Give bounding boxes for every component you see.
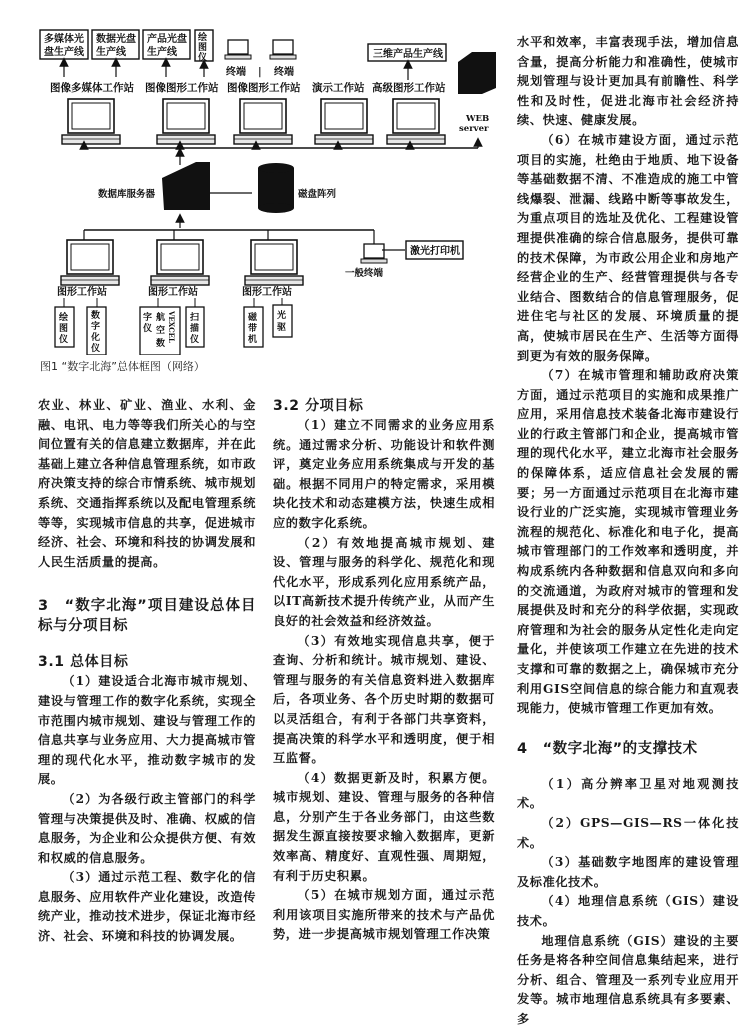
station-label: 图形工作站 bbox=[242, 287, 292, 298]
workstation-icon bbox=[234, 99, 292, 144]
subsection-heading-3-2: 3.2 分项目标 bbox=[273, 398, 364, 414]
station-label: 演示工作站 bbox=[312, 82, 365, 94]
paragraph: （4）数据更新及时，积累方便。城市规划、建设、管理与服务的各种信息，分别产生于各业务部门，由这些数据发生源直接按要求输入数据库，更新效率高、精度好、直观性强、周期短，有利于历史积累。 bbox=[273, 770, 495, 883]
column-3 bbox=[517, 33, 739, 1030]
svg-text:绘: 绘 bbox=[198, 33, 208, 43]
svg-text:仪: 仪 bbox=[59, 335, 69, 345]
section-heading-3: 3 “数字北海”项目建设总体目标与分项目标 bbox=[38, 598, 256, 635]
paragraph: （1）建立不同需求的业务应用系统。通过需求分析、功能设计和软件测评，奠定业务应用系统集成与开发的基础。根据不同用户的特定需求，采用模块化技术和动态建模方法，快速生成相应的数字化系统。 bbox=[273, 418, 495, 530]
svg-text:仪: 仪 bbox=[91, 344, 101, 354]
list-item: （1）高分辨率卫星对地观测技术。 bbox=[517, 776, 739, 811]
network-diagram bbox=[0, 0, 520, 355]
data-cd-line-box bbox=[92, 30, 139, 59]
svg-text:空: 空 bbox=[156, 326, 166, 336]
workstation-icon bbox=[62, 99, 120, 144]
web-server-icon bbox=[458, 52, 496, 94]
station-label: 图形工作站 bbox=[57, 287, 107, 298]
svg-text:描: 描 bbox=[190, 324, 200, 334]
database-server-icon bbox=[162, 162, 210, 210]
svg-text:化: 化 bbox=[91, 333, 101, 343]
paragraph: 水平和效率，丰富表现手法，增加信息含量，提高分析能力和准确性，使城市规划管理与设计更加具有前瞻性、科学性和及时性，促进北海市社会经济持续、快速、健康发展。 bbox=[517, 35, 739, 128]
terminal-label: 终端 bbox=[274, 67, 294, 78]
workstation-icon bbox=[315, 99, 373, 144]
svg-text:仪: 仪 bbox=[198, 53, 208, 63]
svg-text:生产线: 生产线 bbox=[96, 47, 126, 58]
section-heading-4: 4 “数字北海”的支撑技术 bbox=[517, 740, 698, 757]
svg-text:驱: 驱 bbox=[277, 323, 287, 333]
scanner-box bbox=[186, 307, 204, 347]
svg-text:绘: 绘 bbox=[59, 313, 69, 323]
svg-text:仪: 仪 bbox=[143, 324, 153, 334]
list-item: （3）基础数字地图库的建设管理及标准化技术。 bbox=[517, 855, 739, 889]
svg-text:产品光盘: 产品光盘 bbox=[147, 34, 187, 45]
svg-text:磁: 磁 bbox=[248, 313, 258, 323]
svg-text:图: 图 bbox=[59, 324, 69, 334]
terminal-icon bbox=[225, 40, 251, 59]
svg-text:VEXCEL: VEXCEL bbox=[167, 311, 176, 343]
station-label: 图像图形工作站 bbox=[227, 82, 301, 94]
digitizer-box bbox=[87, 307, 106, 355]
plotter-box-top bbox=[195, 30, 213, 63]
svg-text:数据库服务器: 数据库服务器 bbox=[98, 189, 156, 200]
plotter-box bbox=[55, 307, 74, 347]
workstation-icon bbox=[157, 99, 215, 144]
svg-text:磁盘阵列: 磁盘阵列 bbox=[298, 189, 337, 200]
paragraph: （5）在城市规划方面，通过示范利用该项目实施所带来的技术与产品优势，进一步提高城市规划管理工作决策 bbox=[273, 888, 495, 942]
subsection-heading-3-1: 3.1 总体目标 bbox=[38, 654, 129, 671]
station-label: 图形工作站 bbox=[148, 287, 198, 298]
workstation-icon bbox=[245, 240, 303, 285]
svg-text:字: 字 bbox=[91, 322, 101, 332]
workstation-icon bbox=[61, 240, 119, 285]
svg-text:数: 数 bbox=[156, 339, 166, 349]
column-2 bbox=[273, 396, 495, 945]
station-label: 图像图形工作站 bbox=[145, 82, 219, 94]
paragraph: （3）通过示范工程、数字化的信息服务、应用软件产业化建设，改造传统产业，推动技术进步，保证北海市经济、社会、环境和科技的协调发展。 bbox=[38, 870, 256, 944]
paragraph: （2）为各级行政主管部门的科学管理与决策提供及时、准确、权威的信息服务，为企业和公众提供方便、有效和权威的信息服务。 bbox=[38, 791, 256, 865]
tape-drive-box bbox=[244, 307, 263, 347]
vexcel-aerial-digitizer-box bbox=[140, 307, 180, 355]
station-label: 图像多媒体工作站 bbox=[50, 82, 134, 94]
terminal-label: 终端 bbox=[226, 67, 246, 78]
svg-text:盘生产线: 盘生产线 bbox=[44, 47, 84, 58]
svg-text:|: | bbox=[258, 67, 262, 78]
svg-text:航: 航 bbox=[156, 313, 166, 323]
paragraph: （6）在城市建设方面，通过示范项目的实施，杜绝由于地质、地下设备等基础数据不清、不准造成的施工中管线爆裂、泄漏、线路中断等事故发生，为重点项目的选址及优化、工程建设管理提供准确的综合信息服务，提供可靠的技术保障，为市政公用企业和房地产经营企业的生产、经营管理提供与各专业结合、图数结合的信息管理服务，促进住宅与社区的发展、环境质量的提高，使城市居民在生产、生活等方面得到更为有效的服务保障。 bbox=[517, 132, 739, 363]
product-cd-line-box bbox=[143, 30, 190, 59]
workstation-icon bbox=[387, 99, 445, 144]
svg-text:字: 字 bbox=[143, 313, 153, 323]
paragraph: （7）在城市管理和辅助政府决策方面，通过示范项目的实施和成果推广应用，采用信息技术装备北海市建设行业的行政主管部门和企业，提高城市管理的现代化水平，建立北海市社会服务的保障体系，适应信息社会发展的需要；另一方面通过示范项目在北海市建设行业的广泛实施，实现城市管理业务流程的规范化、标准化和电子化，提高城市管理部门的工作效率和透明度，并构成系统内各种数据和信息双向和多向的交流通道，为政府对城市的管理和发展提供及时和充分的科学依据，实现政府管理和为社会的服务从定性化走向定量化，并使该项工作建立在先进的技术支撑和可靠的数据之上，确保城市充分利用GIS空间信息的综合能力和直观表现能力，使城市管理工作更加有效。 bbox=[517, 368, 739, 716]
svg-text:数据光盘: 数据光盘 bbox=[96, 34, 136, 45]
workstation-icon bbox=[151, 240, 209, 285]
list-item: （2）GPS—GIS—RS一体化技术。 bbox=[517, 815, 739, 850]
svg-text:图: 图 bbox=[198, 43, 208, 53]
laser-printer-box bbox=[406, 241, 463, 259]
column-1 bbox=[38, 396, 256, 947]
svg-text:生产线: 生产线 bbox=[147, 47, 177, 58]
paragraph: （1）建设适合北海市城市规划、建设与管理工作的数字化系统，实现全市范围内城市规划、建设与管理工作的信息共享与业务应用、大力提高城市管理的现代化水平，推动数字城市的发展。 bbox=[38, 674, 256, 787]
list-item: （4）地理信息系统（GIS）建设技术。 bbox=[517, 894, 739, 928]
svg-text:扫: 扫 bbox=[190, 313, 200, 323]
paragraph: 地理信息系统（GIS）建设的主要任务是将各种空间信息集结起来，进行分析、组合、管理及一系列专业应用开发等。城市地理信息系统具有多要素、多 bbox=[517, 933, 739, 1026]
svg-text:server: server bbox=[459, 124, 489, 134]
svg-text:激光打印机: 激光打印机 bbox=[410, 246, 460, 257]
general-terminal-icon bbox=[361, 244, 387, 263]
svg-text:数: 数 bbox=[91, 311, 101, 321]
general-terminal-label: 一般终端 bbox=[345, 268, 384, 279]
svg-text:多媒体光: 多媒体光 bbox=[44, 34, 84, 45]
svg-text:光: 光 bbox=[277, 311, 287, 321]
3d-product-line-box bbox=[368, 44, 446, 61]
svg-text:WEB: WEB bbox=[466, 114, 490, 124]
optical-drive-box bbox=[273, 305, 292, 337]
disk-array-icon bbox=[258, 163, 294, 213]
station-label: 高级图形工作站 bbox=[372, 82, 446, 94]
paragraph: （2）有效地提高城市规划、建设、管理与服务的科学化、规范化和现代化水平，形成系列化应用系统产品，以IT高新技术提升传统产业，从而产生良好的社会效益和经济效益。 bbox=[273, 535, 495, 628]
svg-text:三维产品生产线: 三维产品生产线 bbox=[373, 49, 443, 60]
figure-caption: 图1 “数字北海”总体框图（网络） bbox=[40, 360, 205, 373]
svg-text:带: 带 bbox=[248, 324, 258, 334]
multimedia-cd-line-box bbox=[40, 30, 88, 59]
paragraph: 农业、林业、矿业、渔业、水利、金融、电讯、电力等等我们所关心的与空间位置有关的信息建立数据库，并在此基础上建立各种信息管理系统，如市政府决策支持的综合市情系统、城市规划系统、交通指挥系统以及配电管理系统等等，实现城市信息的共享，促进城市经济、社会、环境和科技的协调发展和人民生活质量的提高。 bbox=[38, 398, 256, 569]
svg-text:机: 机 bbox=[248, 335, 258, 345]
paragraph: （3）有效地实现信息共享，便于查询、分析和统计。城市规划、建设、管理与服务的有关信息资料进入数据库后，各项业务、各个历史时期的数据可以灵活组合，有利于各部门共享资料，提高决策的科学水平和透明度，便于相互监督。 bbox=[273, 633, 495, 766]
svg-text:仪: 仪 bbox=[190, 335, 200, 345]
terminal-icon bbox=[270, 40, 296, 59]
